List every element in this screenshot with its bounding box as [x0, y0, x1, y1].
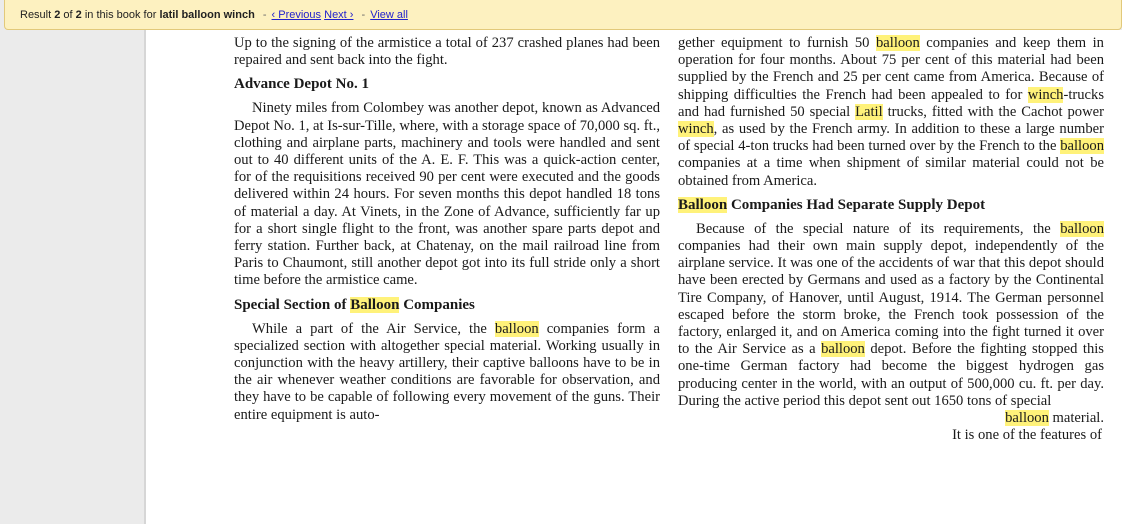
text-run: , as used by the French army. In addition to these a large number of special 4-ton trucks had been turned over by the French to the — [678, 121, 1104, 155]
result-in-book-for: in this book for — [81, 9, 160, 21]
search-highlight: Latil — [855, 103, 883, 120]
text-run: depot. Before the fighting stopped this one-time German factory had become the biggest hydrogen gas producing center in the world, with an output of 500,000 cu. ft. per day. During the active period this depot sent out 1650 tons of special — [678, 341, 1104, 409]
text-run: companies form a specialized section with altogether special material. Working usually in conjunction with the heavy artillery, their captive balloons have to be in the air whenever weather conditions are favorable for observation, and they have to be capable of following every movement of the guns. Their entire equipment is auto- — [234, 320, 660, 423]
text-run: -trucks and had furnished 50 special — [678, 86, 1104, 120]
text-run: While a part of the Air Service, the — [252, 320, 495, 337]
search-highlight: balloon — [876, 35, 920, 51]
separator-dash: - — [361, 9, 366, 21]
text-run: gether equipment to furnish 50 — [678, 35, 876, 51]
search-highlight: winch — [678, 121, 714, 138]
search-highlight: balloon — [494, 320, 539, 337]
previous-result-link[interactable]: ‹ Previous — [271, 9, 322, 21]
result-current: 2 — [54, 9, 61, 21]
heading-advance-depot: Advance Depot No. 1 — [234, 76, 369, 93]
right-paragraph-2 — [678, 221, 1104, 410]
text-run: trucks, fitted with the Cachot power — [882, 103, 1104, 120]
book-page — [146, 30, 1122, 524]
left-column — [234, 35, 660, 424]
search-highlight: balloon — [821, 341, 865, 358]
right-paragraph-2-end — [678, 410, 1104, 427]
heading-special-section — [234, 296, 660, 314]
search-highlight: balloon — [1060, 138, 1104, 155]
text-run: material. — [1048, 410, 1104, 427]
separator-dash: - — [262, 9, 267, 21]
next-result-link[interactable]: Next › — [324, 9, 354, 21]
result-of: of — [60, 9, 76, 21]
search-query: latil balloon winch — [159, 9, 255, 21]
search-highlight: balloon — [1005, 410, 1049, 427]
heading-text: Companies — [399, 296, 475, 313]
search-highlight: Balloon — [350, 296, 400, 313]
right-paragraph-1 — [678, 35, 1104, 190]
result-prefix: Result — [20, 9, 55, 21]
heading-text: Special Section of — [234, 296, 351, 313]
text-run: companies at a time when shipment of similar material could not be obtained from America. — [678, 155, 1104, 189]
result-total: 2 — [75, 9, 82, 21]
right-column — [678, 35, 1104, 444]
text-run: companies had their own main supply depot, independently of the airplane service. It was one of the accidents of war that this depot should have been erected by Germans and used as a factory by the Continental Tire Company, of Hanover, until August, 1914. The German personnel escaped before the storm broke, the French took possession of the factory, enlarged it, and on America coming into the fight turned it over to the Air Service as a — [678, 238, 1104, 358]
view-all-link[interactable]: View all — [370, 9, 408, 21]
text-run: Because of the special nature of its requirements, the — [696, 220, 1061, 237]
search-highlight: Balloon — [678, 196, 728, 213]
text-run: companies and keep them in operation for four months. About 75 per cent of this material had been supplied by the French and 25 per cent came from America. Because of shipping difficulties the French had been appealed to for — [678, 35, 1104, 103]
cut-off-line: It is one of the features of — [952, 427, 1102, 444]
search-highlight: winch — [1027, 86, 1064, 103]
left-paragraph-2: Ninety miles from Colombey was another depot, known as Advanced Depot No. 1, at Is-sur-Tille, where, with a storage space of 70,000 sq. ft., clothing and airplane parts, machinery and tools were handled and sent out to 40 different units of the A. E. F. This was a quick-action center, for of the requisitions received 90 per cent were executed and the goods delivered within 24 hours. For seven months this depot handled 18 tons of material a day. At Vinets, in the Zone of Advance, sufficiently far up for a short single flight to the front, was another spare parts depot and ferry station. Further back, at Chatenay, on the mail railroad line from Paris to Chaumont, still another depot got into its full stride only a short time before the armistice came. — [234, 100, 660, 289]
search-result-bar — [4, 0, 1122, 30]
left-paragraph-1: Up to the signing of the armistice a total of 237 crashed planes had been repaired and sent back into the fight. — [234, 35, 660, 69]
heading-balloon-supply-depot — [678, 196, 1104, 214]
heading-text: Companies Had Separate Supply Depot — [727, 196, 986, 213]
search-highlight: balloon — [1060, 220, 1104, 237]
left-paragraph-3 — [234, 321, 660, 424]
